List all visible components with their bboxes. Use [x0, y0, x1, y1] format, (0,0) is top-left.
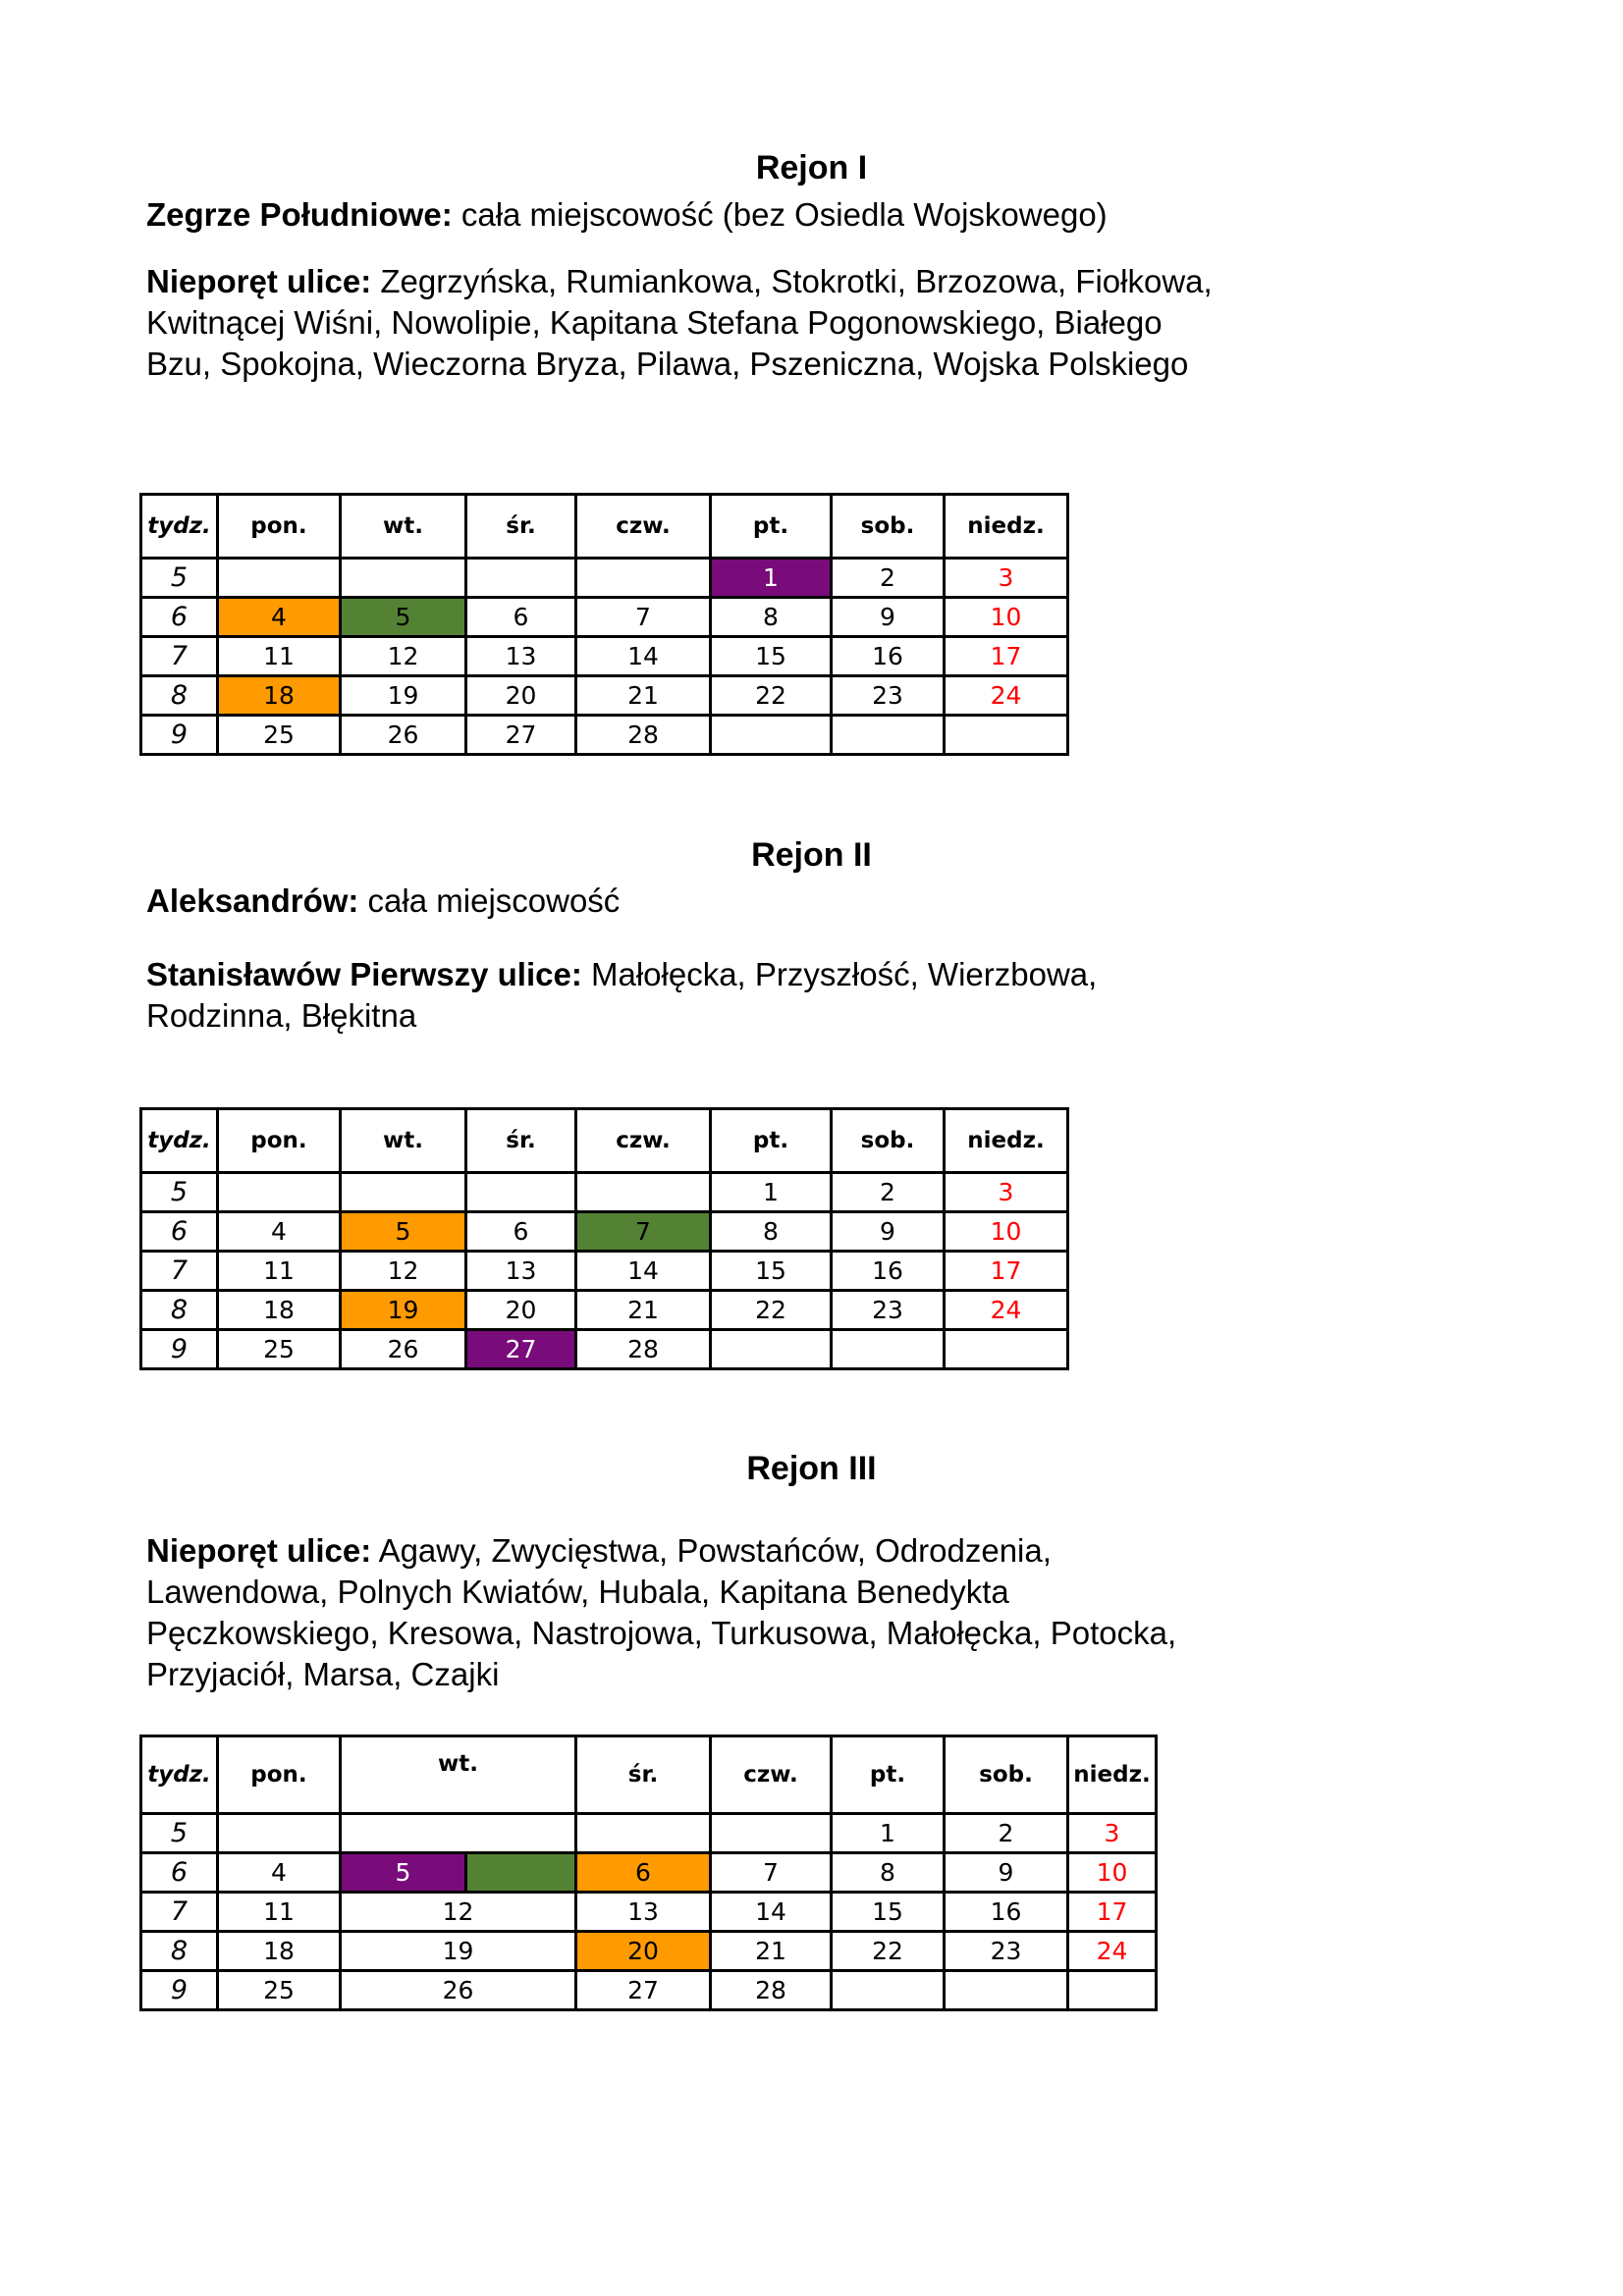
- day-cell-orange: 19: [341, 1291, 466, 1330]
- rejon3-line2-text: Agawy, Zwycięstwa, Powstańców, Odrodzenia, Lawendowa, Polnych Kwiatów, Hubala, Kapitana Benedykta Pęczkowskiego, Kresowa, Nastrojowa, Turkusowa, Małołęcka, Potocka, Przyjaciół, Marsa, Czajki: [146, 1532, 1177, 1692]
- day-cell-purple: 1: [711, 559, 832, 598]
- day-cell-purple: 27: [466, 1330, 576, 1369]
- day-cell: 4: [218, 1212, 341, 1252]
- day-cell: 21: [711, 1932, 832, 1971]
- rejon1-calendar: [139, 493, 1069, 756]
- day-cell: 25: [218, 1330, 341, 1369]
- week-number: 8: [141, 1291, 218, 1330]
- header-day: wt.: [341, 1109, 466, 1173]
- week-number: 5: [141, 1173, 218, 1212]
- header-day: śr.: [466, 1109, 576, 1173]
- rejon2-line1: [146, 881, 1226, 922]
- day-cell: 12: [341, 637, 466, 676]
- day-cell: [576, 1814, 711, 1853]
- day-cell: 23: [945, 1932, 1068, 1971]
- calendar-header-row: [141, 1109, 1068, 1173]
- rejon1-line1-text: cała miejscowość (bez Osiedla Wojskowego): [452, 196, 1108, 233]
- rejon1-title: Rejon I: [755, 149, 868, 187]
- day-cell-green: [466, 1853, 576, 1893]
- day-cell: 2: [832, 1173, 945, 1212]
- day-cell: [341, 1173, 466, 1212]
- day-cell: 25: [218, 716, 341, 755]
- day-cell: 14: [576, 637, 711, 676]
- header-day: czw.: [576, 495, 711, 559]
- day-cell: 8: [711, 598, 832, 637]
- calendar-week-row: [141, 637, 1068, 676]
- day-cell: 22: [711, 676, 832, 716]
- day-cell: 12: [341, 1252, 466, 1291]
- day-cell: 18: [218, 1291, 341, 1330]
- day-cell: [466, 1173, 576, 1212]
- calendar-week-row: [141, 598, 1068, 637]
- day-cell-sunday: 17: [945, 637, 1068, 676]
- day-cell-purple: 5: [341, 1853, 466, 1893]
- calendar-header-row: [141, 495, 1068, 559]
- day-cell-orange: 18: [218, 676, 341, 716]
- day-cell: 15: [832, 1893, 945, 1932]
- header-day: niedz.: [945, 495, 1068, 559]
- week-number: 8: [141, 676, 218, 716]
- calendar-header-row: [141, 1736, 1157, 1814]
- day-cell: [576, 559, 711, 598]
- day-cell: 2: [832, 559, 945, 598]
- day-cell-sunday: 17: [1068, 1893, 1157, 1932]
- day-cell-sunday: 10: [1068, 1853, 1157, 1893]
- day-cell: 26: [341, 716, 466, 755]
- day-cell: 16: [832, 1252, 945, 1291]
- calendar-week-row: [141, 1971, 1157, 2010]
- rejon1-line2: [146, 261, 1226, 385]
- calendar-week-row: [141, 1853, 1157, 1893]
- week-number: 5: [141, 559, 218, 598]
- calendar-week-row: [141, 1212, 1068, 1252]
- rejon3-title: Rejon III: [746, 1450, 877, 1487]
- day-cell: 7: [711, 1853, 832, 1893]
- day-cell-sunday: 17: [945, 1252, 1068, 1291]
- day-cell: 28: [576, 1330, 711, 1369]
- header-day: wt.: [341, 1736, 576, 1814]
- day-cell: 27: [466, 716, 576, 755]
- day-cell: 2: [945, 1814, 1068, 1853]
- calendar-week-row: [141, 1252, 1068, 1291]
- rejon1-line1: [146, 194, 1226, 236]
- header-day: wt.: [341, 495, 466, 559]
- calendar-week-row: [141, 1291, 1068, 1330]
- week-number: 6: [141, 598, 218, 637]
- day-cell-sunday: 24: [945, 676, 1068, 716]
- header-week: tydz.: [141, 1736, 218, 1814]
- day-cell: 9: [945, 1853, 1068, 1893]
- day-cell: 8: [832, 1853, 945, 1893]
- calendar-week-row: [141, 1932, 1157, 1971]
- header-day: sob.: [832, 495, 945, 559]
- day-cell: 28: [576, 716, 711, 755]
- rejon1-line2-text: Zegrzyńska, Rumiankowa, Stokrotki, Brzozowa, Fiołkowa, Kwitnącej Wiśni, Nowolipie, Kapitana Stefana Pogonowskiego, Białego Bzu, Spokojna, Wieczorna Bryza, Pilawa, Pszeniczna, Wojska Polskiego: [146, 263, 1213, 382]
- day-cell: 13: [466, 637, 576, 676]
- rejon2-line2-text: Małołęcka, Przyszłość, Wierzbowa, Rodzinna, Błękitna: [146, 956, 1098, 1034]
- day-cell: 4: [218, 1853, 341, 1893]
- header-week: tydz.: [141, 1109, 218, 1173]
- calendar-week-row: [141, 716, 1068, 755]
- rejon2-title: Rejon II: [751, 836, 872, 874]
- day-cell: 20: [466, 676, 576, 716]
- header-day: sob.: [945, 1736, 1068, 1814]
- week-number: 9: [141, 1971, 218, 2010]
- day-cell: 27: [576, 1971, 711, 2010]
- day-cell: [576, 1173, 711, 1212]
- day-cell: 21: [576, 1291, 711, 1330]
- day-cell: 6: [466, 598, 576, 637]
- day-cell: 26: [341, 1330, 466, 1369]
- day-cell: [711, 1814, 832, 1853]
- day-cell: [832, 1971, 945, 2010]
- header-day: niedz.: [945, 1109, 1068, 1173]
- day-cell: 13: [576, 1893, 711, 1932]
- day-cell: [1068, 1971, 1157, 2010]
- day-cell-orange: 6: [576, 1853, 711, 1893]
- rejon3-line2: [146, 1530, 1226, 1695]
- header-day: czw.: [576, 1109, 711, 1173]
- week-number: 7: [141, 1252, 218, 1291]
- day-cell: [341, 559, 466, 598]
- day-cell-sunday: 3: [945, 559, 1068, 598]
- day-cell-sunday: 3: [1068, 1814, 1157, 1853]
- week-number: 6: [141, 1212, 218, 1252]
- day-cell-green: 5: [341, 598, 466, 637]
- header-week: tydz.: [141, 495, 218, 559]
- header-day: pt.: [711, 495, 832, 559]
- day-cell: 11: [218, 637, 341, 676]
- day-cell: 13: [466, 1252, 576, 1291]
- day-cell: 6: [466, 1212, 576, 1252]
- rejon2-line1-text: cała miejscowość: [358, 882, 621, 919]
- header-day: czw.: [711, 1736, 832, 1814]
- day-cell: 20: [466, 1291, 576, 1330]
- day-cell: [218, 559, 341, 598]
- day-cell: 22: [832, 1932, 945, 1971]
- day-cell-sunday: 3: [945, 1173, 1068, 1212]
- rejon3-line2-label: Nieporęt ulice:: [146, 1532, 372, 1569]
- calendar-week-row: [141, 676, 1068, 716]
- day-cell-green: 7: [576, 1212, 711, 1252]
- rejon2-line2: [146, 954, 1226, 1037]
- day-cell-sunday: 10: [945, 1212, 1068, 1252]
- day-cell: 14: [576, 1252, 711, 1291]
- day-cell: [832, 716, 945, 755]
- calendar-week-row: [141, 1330, 1068, 1369]
- day-cell: 25: [218, 1971, 341, 2010]
- day-cell: 18: [218, 1932, 341, 1971]
- day-cell: 19: [341, 676, 466, 716]
- day-cell: [945, 1330, 1068, 1369]
- day-cell: 1: [832, 1814, 945, 1853]
- calendar-week-row: [141, 559, 1068, 598]
- day-cell: 12: [341, 1893, 576, 1932]
- rejon2-line1-label: Aleksandrów:: [146, 882, 359, 919]
- rejon1-line1-label: Zegrze Południowe:: [146, 196, 453, 233]
- day-cell-sunday: 24: [1068, 1932, 1157, 1971]
- day-cell: 9: [832, 1212, 945, 1252]
- day-cell: [466, 559, 576, 598]
- day-cell: [945, 1971, 1068, 2010]
- week-number: 7: [141, 1893, 218, 1932]
- day-cell-orange: 20: [576, 1932, 711, 1971]
- week-number: 9: [141, 1330, 218, 1369]
- day-cell: 11: [218, 1252, 341, 1291]
- rejon2-line2-label: Stanisławów Pierwszy ulice:: [146, 956, 582, 992]
- week-number: 8: [141, 1932, 218, 1971]
- day-cell: [711, 716, 832, 755]
- day-cell-sunday: 10: [945, 598, 1068, 637]
- day-cell: 23: [832, 676, 945, 716]
- day-cell: 16: [945, 1893, 1068, 1932]
- header-day: pt.: [711, 1109, 832, 1173]
- rejon1-line2-label: Nieporęt ulice:: [146, 263, 372, 299]
- calendar-week-row: [141, 1814, 1157, 1853]
- rejon3-calendar: [139, 1735, 1158, 2011]
- day-cell: 1: [711, 1173, 832, 1212]
- week-number: 7: [141, 637, 218, 676]
- day-cell: 15: [711, 1252, 832, 1291]
- header-day: niedz.: [1068, 1736, 1157, 1814]
- day-cell: [218, 1173, 341, 1212]
- week-number: 6: [141, 1853, 218, 1893]
- day-cell: 28: [711, 1971, 832, 2010]
- day-cell: [341, 1814, 576, 1853]
- header-day: pon.: [218, 1736, 341, 1814]
- calendar-week-row: [141, 1893, 1157, 1932]
- day-cell: [945, 716, 1068, 755]
- week-number: 5: [141, 1814, 218, 1853]
- day-cell: 19: [341, 1932, 576, 1971]
- day-cell: 7: [576, 598, 711, 637]
- day-cell: 23: [832, 1291, 945, 1330]
- header-day: pon.: [218, 495, 341, 559]
- header-day: śr.: [466, 495, 576, 559]
- day-cell: 22: [711, 1291, 832, 1330]
- week-number: 9: [141, 716, 218, 755]
- day-cell: 16: [832, 637, 945, 676]
- day-cell: 26: [341, 1971, 576, 2010]
- header-day: śr.: [576, 1736, 711, 1814]
- day-cell-sunday: 24: [945, 1291, 1068, 1330]
- day-cell: 8: [711, 1212, 832, 1252]
- day-cell: [711, 1330, 832, 1369]
- day-cell: [832, 1330, 945, 1369]
- calendar-week-row: [141, 1173, 1068, 1212]
- day-cell: 15: [711, 637, 832, 676]
- day-cell: 9: [832, 598, 945, 637]
- header-day: pon.: [218, 1109, 341, 1173]
- day-cell-orange: 5: [341, 1212, 466, 1252]
- day-cell-orange: 4: [218, 598, 341, 637]
- rejon2-calendar: [139, 1107, 1069, 1370]
- header-day: pt.: [832, 1736, 945, 1814]
- day-cell: [218, 1814, 341, 1853]
- day-cell: 14: [711, 1893, 832, 1932]
- day-cell: 11: [218, 1893, 341, 1932]
- header-day: sob.: [832, 1109, 945, 1173]
- day-cell: 21: [576, 676, 711, 716]
